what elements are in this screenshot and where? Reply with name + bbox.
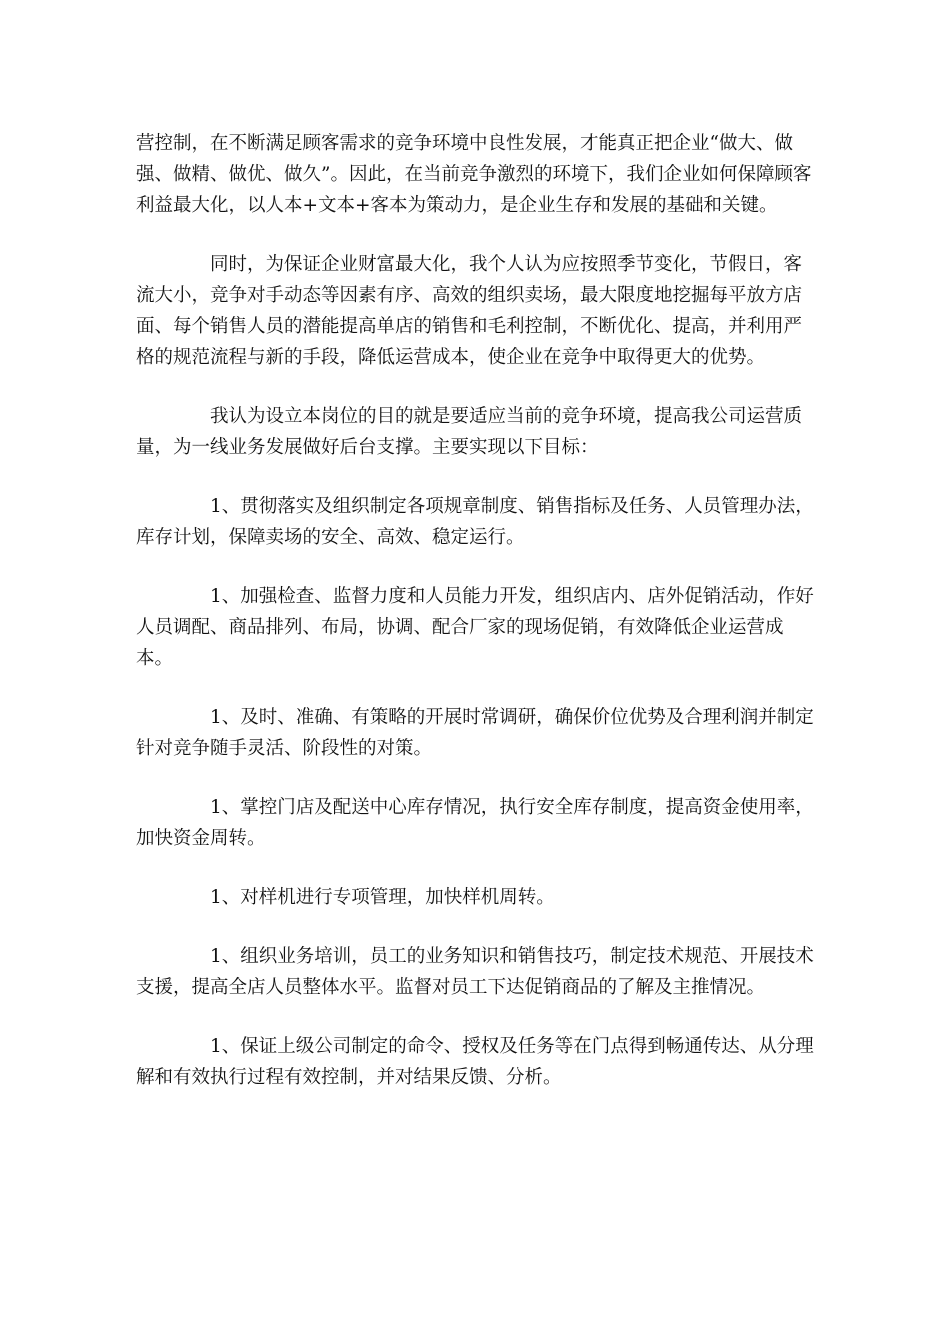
- list-item-3: 1、及时、准确、有策略的开展时常调研，确保价位优势及合理利润并制定针对竞争随手灵活、阶段性的对策。: [136, 707, 814, 759]
- document-body: [136, 128, 816, 1121]
- list-item-7: 1、保证上级公司制定的命令、授权及任务等在门点得到畅通传达、从分理解和有效执行过程有效控制，并对结果反馈、分析。: [136, 1036, 814, 1088]
- list-item-4: 1、掌控门店及配送中心库存情况，执行安全库存制度，提高资金使用率，加快资金周转。: [136, 797, 814, 849]
- paragraph-2: 同时，为保证企业财富最大化，我个人认为应按照季节变化，节假日，客流大小，竞争对手动态等因素有序、高效的组织卖场，最大限度地挖掘每平放方店面、每个销售人员的潜能提高单店的销售和毛利控制，不断优化、提高，并利用严格的规范流程与新的手段，降低运营成本，使企业在竞争中取得更大的优势。: [136, 254, 803, 368]
- paragraph-3: 我认为设立本岗位的目的就是要适应当前的竞争环境，提高我公司运营质量，为一线业务发展做好后台支撑。主要实现以下目标：: [136, 406, 803, 458]
- list-item-2: 1、加强检查、监督力度和人员能力开发，组织店内、店外促销活动，作好人员调配、商品排列、布局，协调、配合厂家的现场促销，有效降低企业运营成本。: [136, 586, 814, 669]
- list-item-6: 1、组织业务培训，员工的业务知识和销售技巧，制定技术规范、开展技术支援，提高全店人员整体水平。监督对员工下达促销商品的了解及主推情况。: [136, 946, 814, 998]
- paragraph-1: 营控制，在不断满足顾客需求的竞争环境中良性发展，才能真正把企业“做大、做强、做精、做优、做久”。因此，在当前竞争激烈的环境下，我们企业如何保障顾客利益最大化，以人本+文本+客本为策动力，是企业生存和发展的基础和关键。: [136, 133, 812, 216]
- list-item-1: 1、贯彻落实及组织制定各项规章制度、销售指标及任务、人员管理办法，库存计划，保障卖场的安全、高效、稳定运行。: [136, 496, 814, 548]
- list-item-5: 1、对样机进行专项管理，加快样机周转。: [210, 887, 555, 908]
